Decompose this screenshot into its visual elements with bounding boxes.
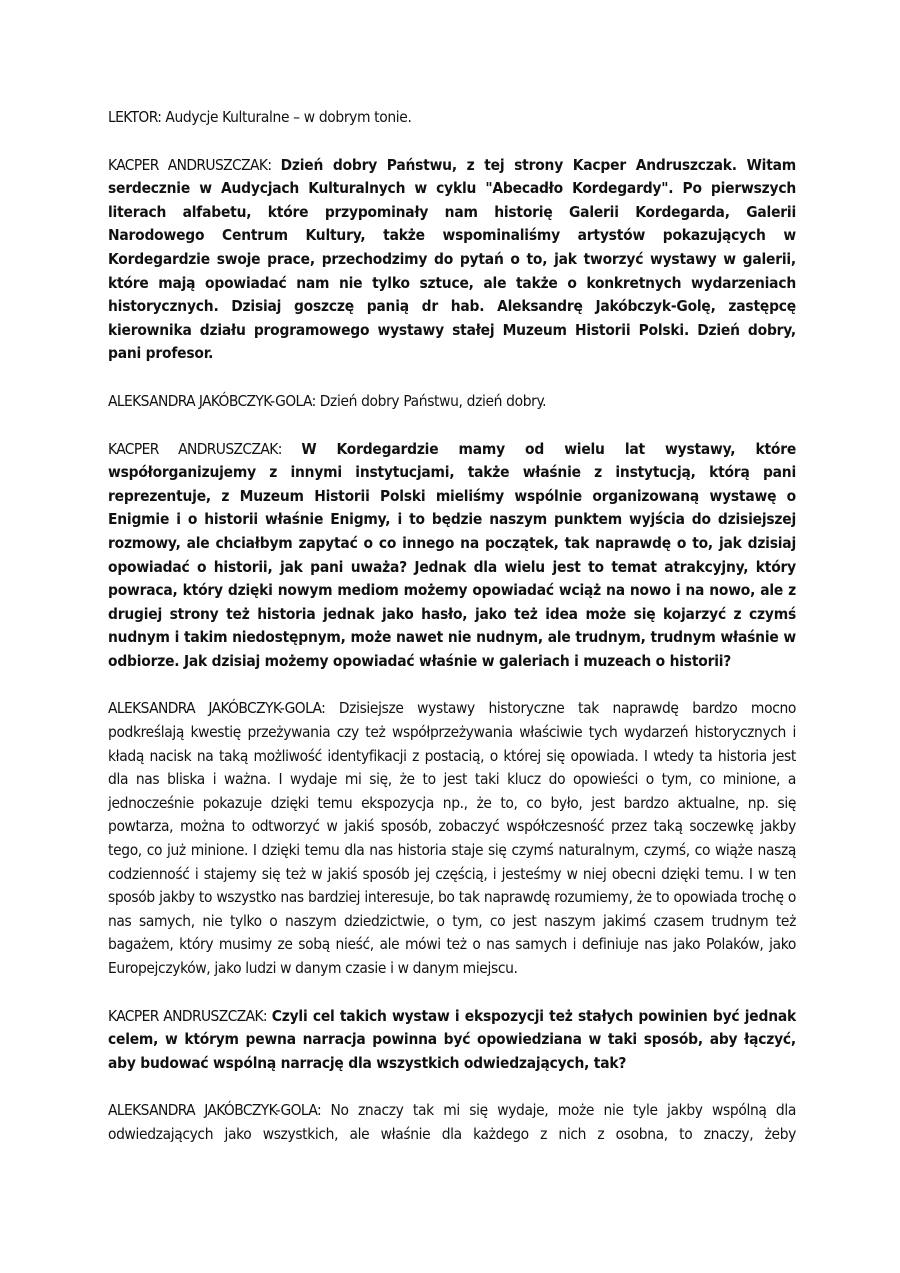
speech-text: Dzień dobry Państwu, z tej strony Kacper Andruszczak. Witam serdecznie w Audycjach Kulturalnych w cyklu "Abecadło Kordegardy". Po pierwszych literach alfabetu, które przypominały nam historię Galerii Kordegarda, Galerii Narodowego Centrum Kultury, także wspominaliśmy artystów pokazujących w Kordegardzie swoje prace, przechodzimy do pytań o to, jak tworzyć wystawy w galerii, które mają opowiadać nam nie tylko sztuce, ale także o konkretnych wydarzeniach historycznych. Dzisiaj goszczę panią dr hab. Aleksandrę Jakóbczyk-Golę, zastępcę kierownika działu programowego wystawy stałej Muzeum Historii Polski. Dzień dobry, pani profesor. (108, 155, 796, 363)
paragraph-host-question-2 (108, 1005, 796, 1076)
speaker-label: KACPER ANDRUSZCZAK: (108, 1006, 267, 1025)
paragraph-guest-greeting (108, 390, 796, 414)
paragraph-host-intro (108, 154, 796, 366)
speech-text: Czyli cel takich wystaw i ekspozycji też stałych powinien być jednak celem, w którym pewna narracja powinna być opowiedziana w taki sposób, aby łączyć, aby budować wspólną narrację dla wszystkich odwiedzających, tak? (108, 1006, 797, 1072)
paragraph-guest-answer-2 (108, 1099, 796, 1146)
speech-text: Dzisiejsze wystawy historyczne tak naprawdę bardzo mocno podkreślają kwestię przeżywania czy też współprzeżywania właściwie tych wydarzeń historycznych i kładą nacisk na taką możliwość identyfikacji z postacią, o której się opowiada. I wtedy ta historia jest dla nas bliska i ważna. I wydaje mi się, że to jest taki klucz do opowieści o tym, co minione, a jednocześnie pokazuje dzięki temu ekspozycja np., że to, co było, jest bardzo aktualne, np. się powtarza, można to odtworzyć w jakiś sposób, zobaczyć współczesność przez taką soczewkę jakby tego, co już minione. I dzięki temu dla nas historia staje się czymś naturalnym, czymś, co wiąże naszą codzienność i stajemy się też w jakiś sposób jej częścią, i jesteśmy w niej obecni dzięki temu. I w ten sposób jakby to wszystko nas bardziej interesuje, bo tak naprawdę rozumiemy, że to opowiada trochę o nas samych, nie tylko o naszym dziedzictwie, o tym, co jest naszym jakimś czasem trudnym też bagażem, który musimy ze sobą nieść, ale mówi też o nas samych i definiuje nas jako Polaków, jako Europejczyków, jako ludzi w danym czasie i w danym miejscu. (108, 699, 796, 977)
speaker-label: KACPER ANDRUSZCZAK: (108, 439, 282, 458)
speaker-label: ALEKSANDRA JAKÓBCZYK-GOLA: (108, 1101, 322, 1120)
paragraph-lektor-intro (108, 106, 796, 130)
speaker-label: LEKTOR: (108, 108, 162, 126)
transcript-body (108, 106, 796, 1171)
speech-text: W Kordegardzie mamy od wielu lat wystawy, które współorganizujemy z innymi instytucjami, także właśnie z instytucją, którą pani reprezentuje, z Muzeum Historii Polski mieliśmy wspólnie organizowaną wystawę o Enigmie i o historii właśnie Enigmy, i to będzie naszym punktem wyjścia do dzisiejszej rozmowy, ale chciałbym zapytać o co innego na początek, tak naprawdę o to, jak dzisiaj opowiadać o historii, jak pani uważa? Jednak dla wielu jest to temat atrakcyjny, który powraca, który dzięki nowym mediom możemy opowiadać wciąż na nowo i na nowo, ale z drugiej strony też historia jednak jako hasło, jako też idea może się kojarzyć z czymś nudnym i takim niedostępnym, może nawet nie nudnym, ale trudnym, trudnym właśnie w odbiorze. Jak dzisiaj możemy opowiadać właśnie w galeriach i muzeach o historii? (108, 439, 797, 670)
speaker-label: ALEKSANDRA JAKÓBCZYK-GOLA: (108, 391, 316, 410)
speaker-label: ALEKSANDRA JAKÓBCZYK-GOLA: (108, 699, 326, 718)
speech-text: Dzień dobry Państwu, dzień dobry. (319, 391, 547, 410)
paragraph-guest-answer-1 (108, 697, 796, 980)
speech-text: Audycje Kulturalne – w dobrym tonie. (165, 108, 412, 126)
speaker-label: KACPER ANDRUSZCZAK: (108, 155, 272, 174)
paragraph-host-question-1 (108, 438, 796, 674)
speech-text: No znaczy tak mi się wydaje, może nie tyle jakby wspólną dla odwiedzających jako wszystkich, ale właśnie dla każdego z nich z osobna, to znaczy, żeby (108, 1101, 796, 1143)
